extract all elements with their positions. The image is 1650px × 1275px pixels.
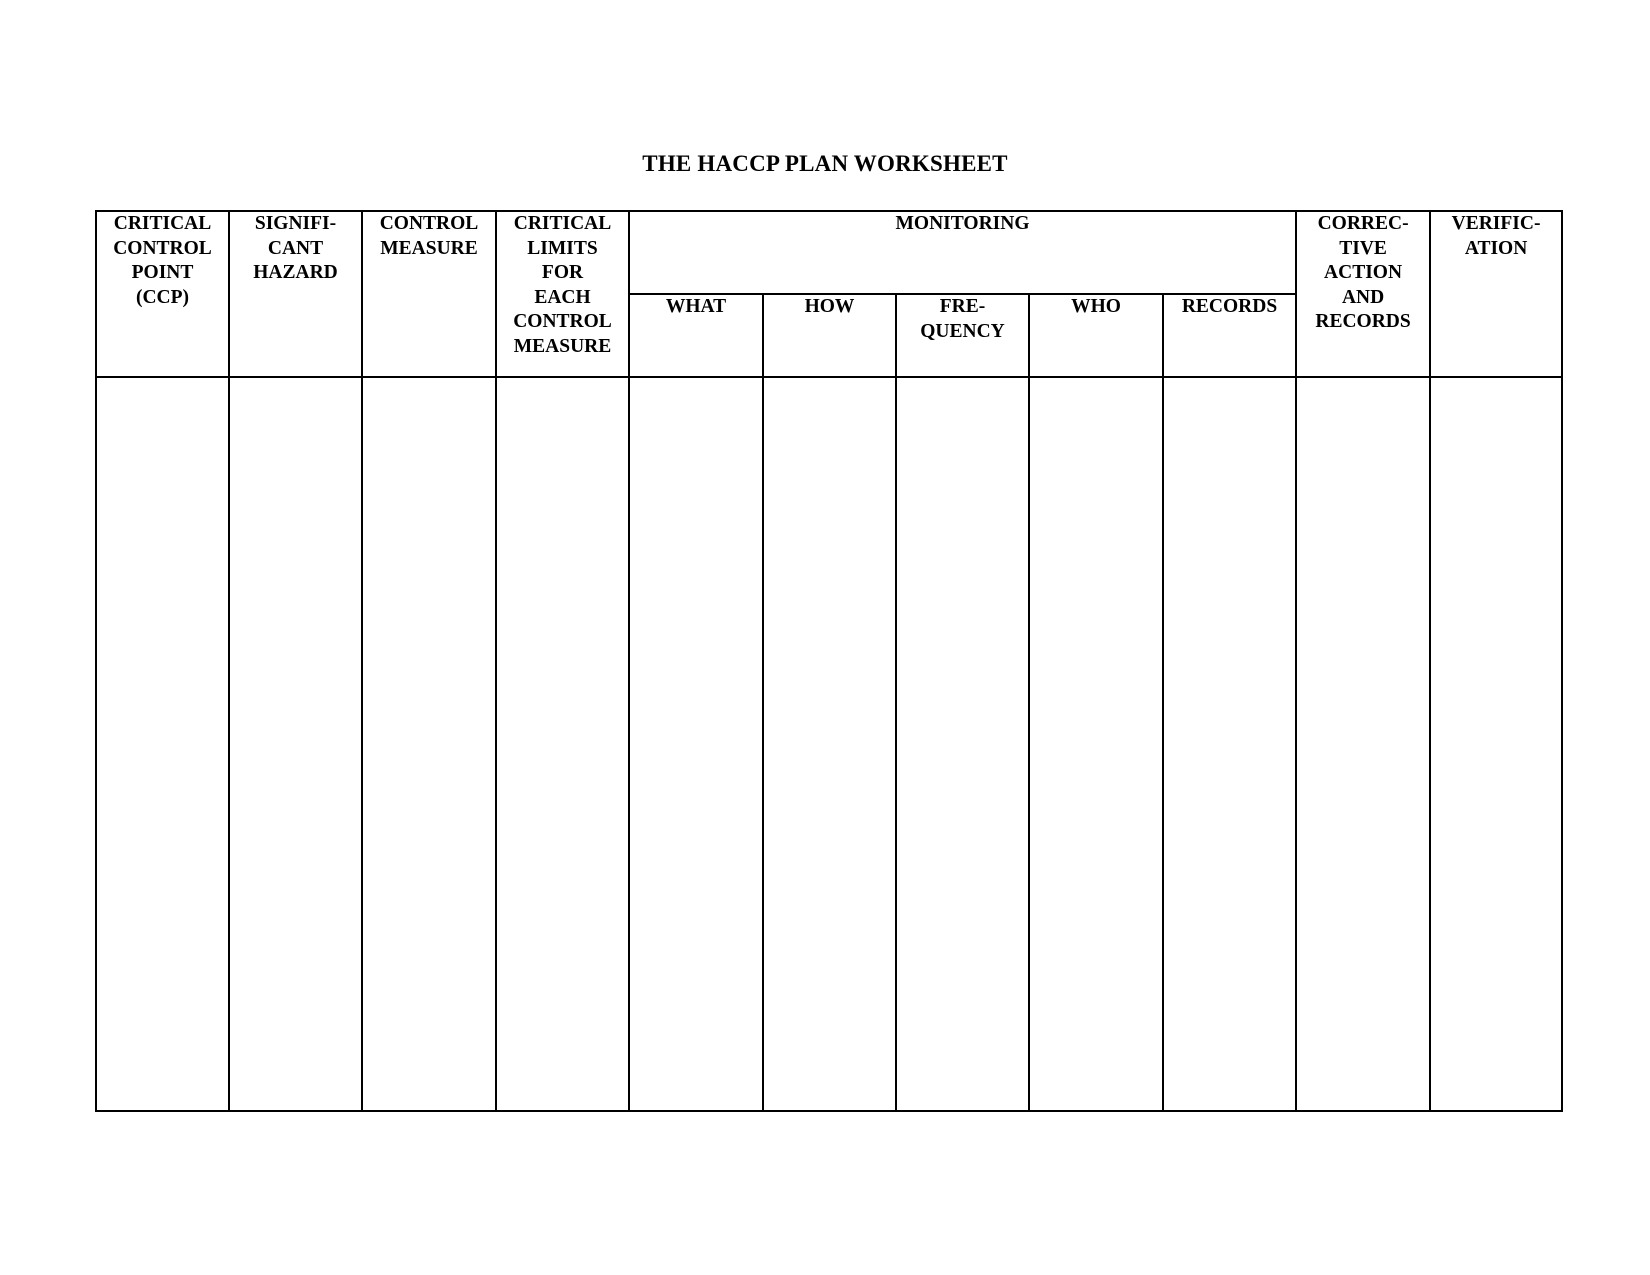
header-significant-hazard: SIGNIFI- CANT HAZARD bbox=[229, 211, 362, 377]
subheader-what: WHAT bbox=[629, 294, 763, 377]
page-title: THE HACCP PLAN WORKSHEET bbox=[642, 151, 1008, 176]
header-critical-control-point: CRITICAL CONTROL POINT (CCP) bbox=[96, 211, 229, 377]
cell-critical-limits[interactable] bbox=[496, 377, 629, 1111]
cell-records[interactable] bbox=[1163, 377, 1296, 1111]
header-monitoring: MONITORING bbox=[629, 211, 1296, 294]
haccp-plan-table bbox=[95, 210, 1563, 1112]
cell-significant-hazard[interactable] bbox=[229, 377, 362, 1111]
header-control-measure: CONTROL MEASURE bbox=[362, 211, 496, 377]
subheader-how: HOW bbox=[763, 294, 896, 377]
header-corrective-action: CORREC- TIVE ACTION AND RECORDS bbox=[1296, 211, 1430, 377]
cell-corrective-action[interactable] bbox=[1296, 377, 1430, 1111]
header-critical-limits: CRITICAL LIMITS FOR EACH CONTROL MEASURE bbox=[496, 211, 629, 377]
cell-ccp[interactable] bbox=[96, 377, 229, 1111]
subheader-records: RECORDS bbox=[1163, 294, 1296, 377]
table-row bbox=[96, 377, 1562, 1111]
cell-frequency[interactable] bbox=[896, 377, 1029, 1111]
cell-what[interactable] bbox=[629, 377, 763, 1111]
cell-verification[interactable] bbox=[1430, 377, 1562, 1111]
cell-who[interactable] bbox=[1029, 377, 1163, 1111]
cell-control-measure[interactable] bbox=[362, 377, 496, 1111]
cell-how[interactable] bbox=[763, 377, 896, 1111]
subheader-who: WHO bbox=[1029, 294, 1163, 377]
header-verification: VERIFIC- ATION bbox=[1430, 211, 1562, 377]
subheader-frequency: FRE- QUENCY bbox=[896, 294, 1029, 377]
